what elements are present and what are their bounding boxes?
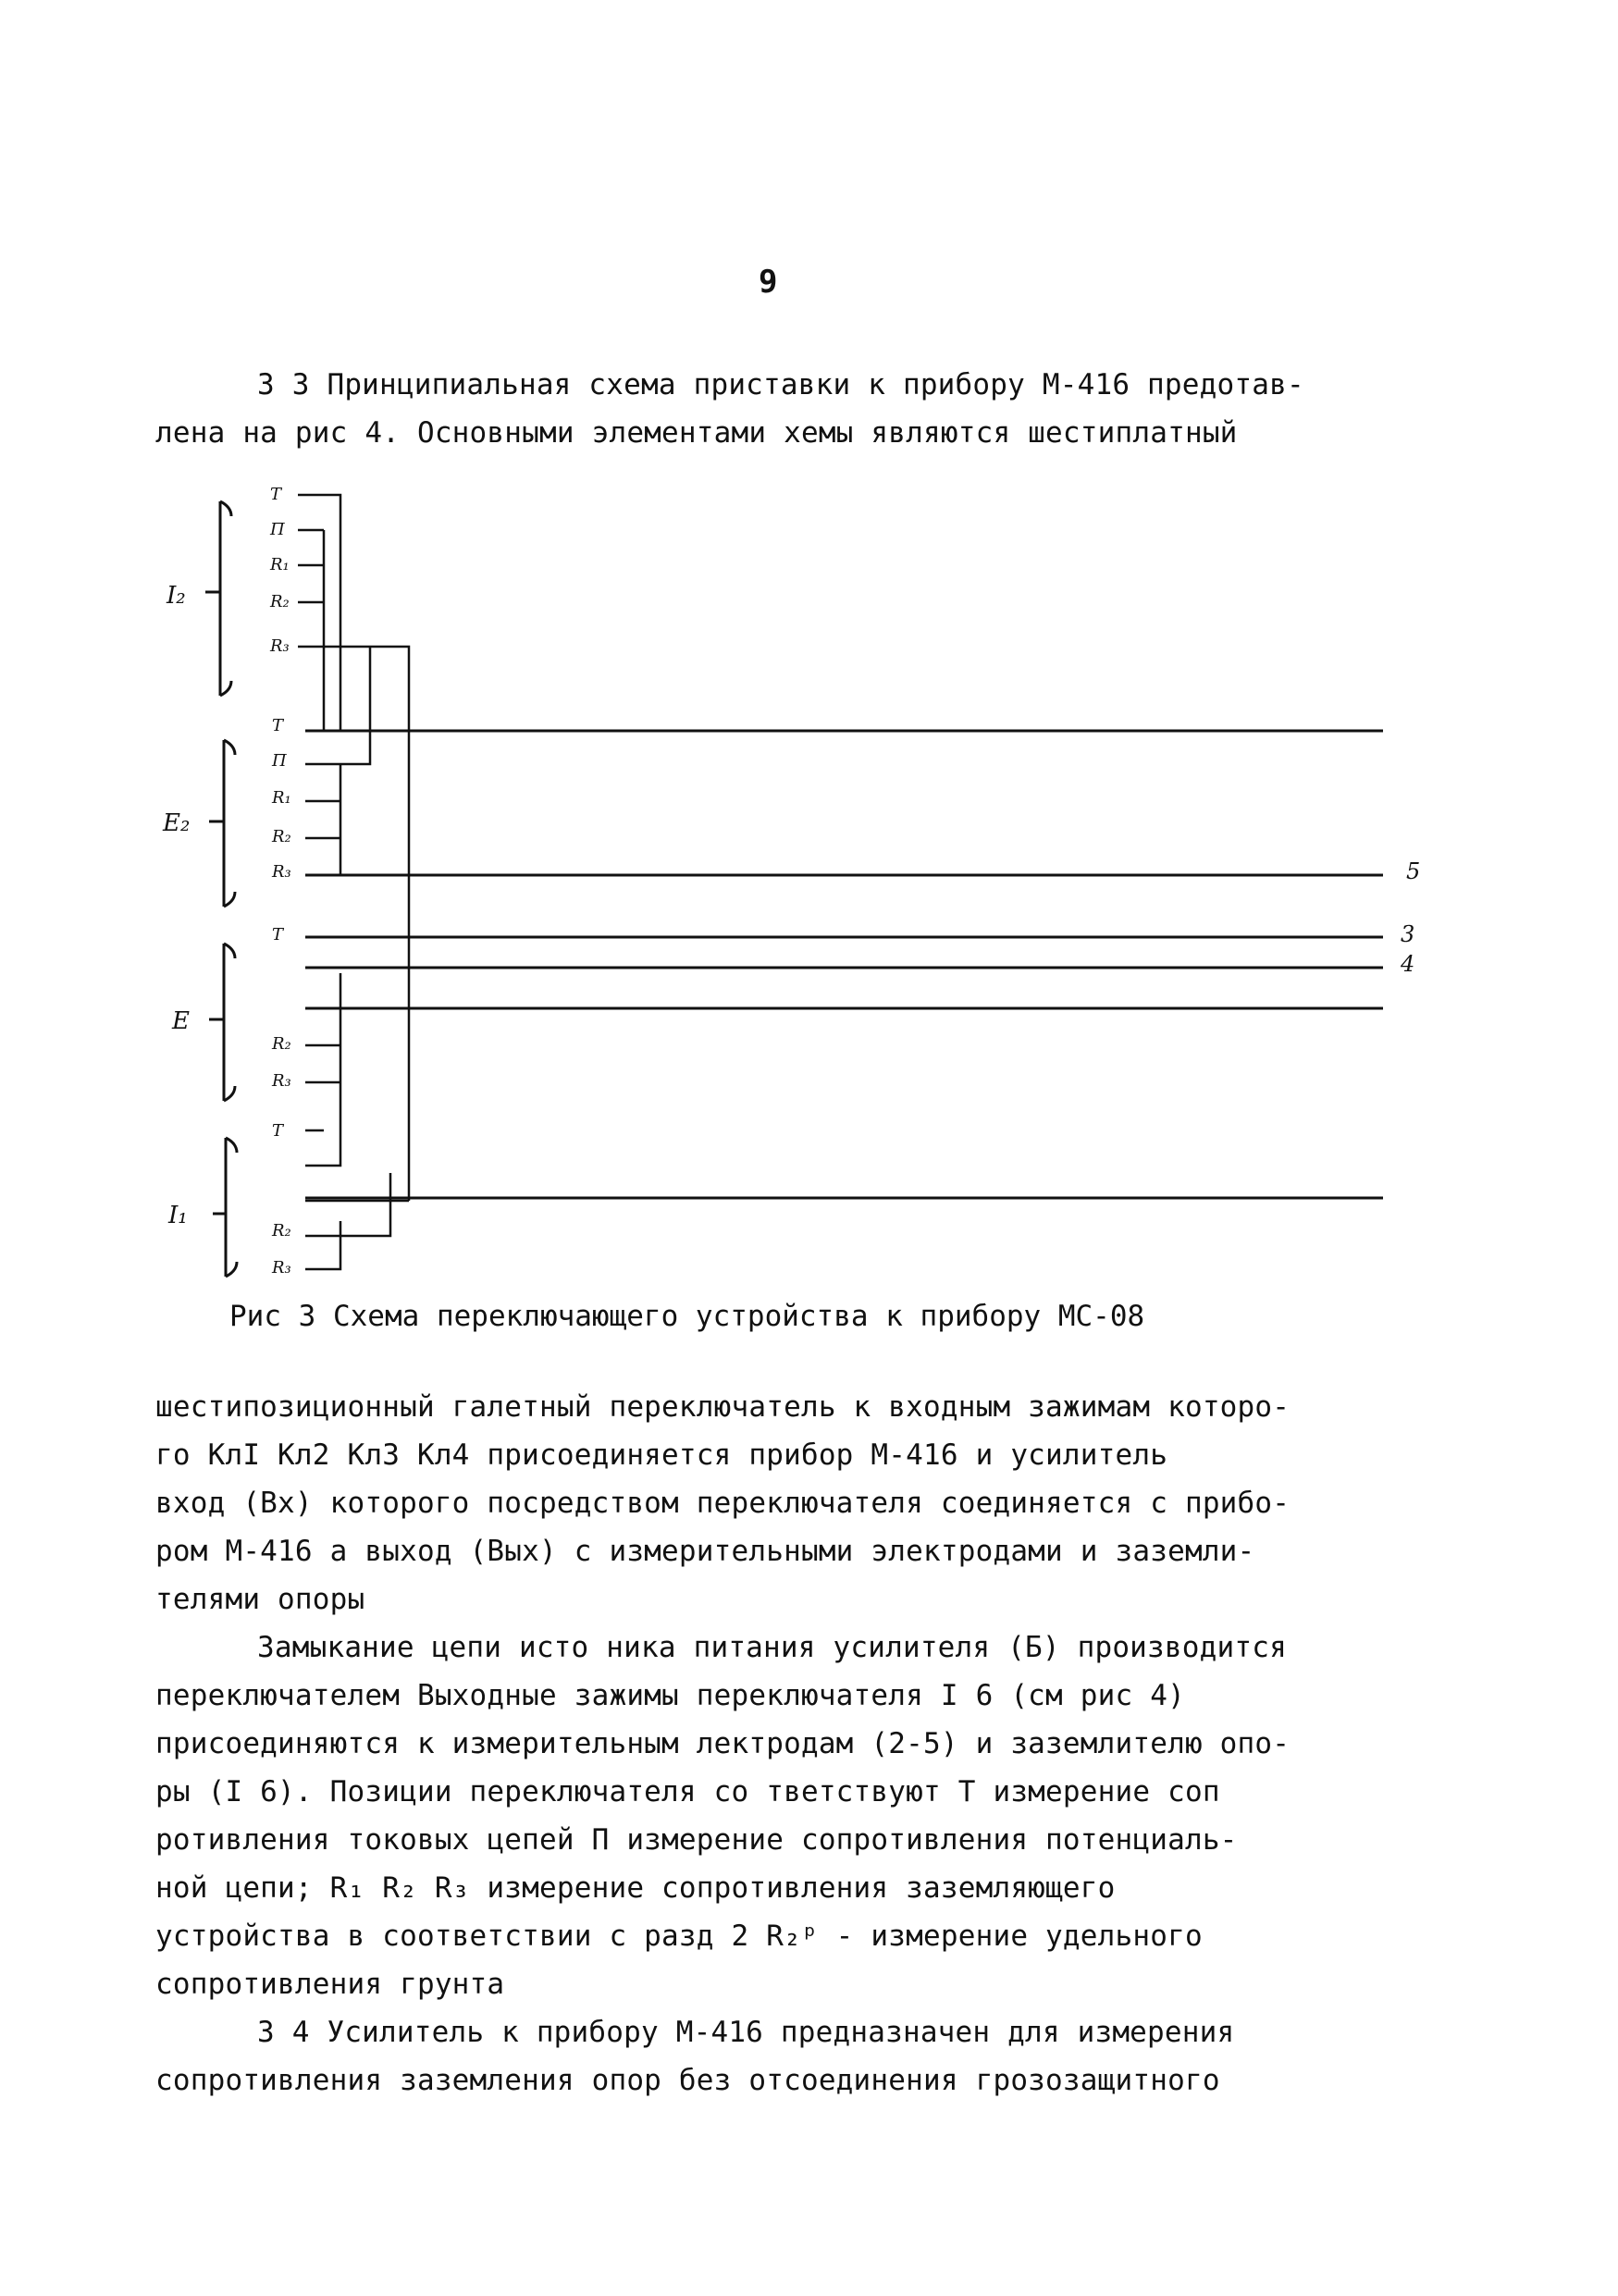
paragraph-closing-line-4: ры (I 6). Позиции переключателя со тветствуют Т измерение соп [155,1775,1220,1808]
terminal-label: R₃ [272,1071,291,1091]
paragraph-cont-line-4: ром М-416 а выход (Вых) с измерительными электродами и заземли- [155,1535,1255,1568]
terminal-label: T [270,485,282,504]
group-brace-e [209,944,235,1101]
figure-caption: Рис 3 Схема переключающего устройства к прибору МС-08 [229,1300,1145,1333]
terminal-label: R₃ [270,636,290,656]
paragraph-cont-line-1: шестипозиционный галетный переключатель к входным зажимам которо- [155,1390,1291,1424]
group-label-i1: I₁ [168,1202,188,1229]
paragraph-closing-line-8: сопротивления грунта [155,1968,505,2001]
group-label-e2: E₂ [163,809,191,837]
terminal-label: R₂ [272,1221,291,1241]
terminal-label: R₃ [272,862,291,882]
terminal-label: П [272,751,287,771]
group-label-i2: I₂ [167,582,186,610]
paragraph-3-3-line-1: 3 3 Принципиальная схема приставки к прибору М-416 предотав- [257,368,1304,401]
paragraph-cont-line-2: го КлI Кл2 Кл3 Кл4 присоединяется прибор М-416 и усилитель [155,1438,1168,1472]
paragraph-cont-line-3: вход (Вх) которого посредством переключателя соединяется с прибо- [155,1487,1291,1520]
terminal-label: T [272,716,284,735]
line-number-5: 5 [1406,858,1421,884]
paragraph-3-4-line-1: 3 4 Усилитель к прибору М-416 предназначен для измерения [257,2016,1235,2049]
terminal-label: R₂ [272,1034,291,1054]
terminal-label: R₃ [272,1258,291,1278]
group-brace-i1 [213,1138,237,1277]
paragraph-cont-line-5: телями опоры [155,1583,365,1616]
terminal-label: R₂ [270,592,290,611]
group-label-e: E [172,1007,190,1035]
paragraph-closing-line-2: переключателем Выходные зажимы переключателя I 6 (см рис 4) [155,1679,1185,1712]
terminal-label: T [272,1121,284,1141]
group-brace-e2 [209,740,235,907]
page-number: 9 [759,264,778,301]
terminal-label: R₁ [270,555,290,574]
paragraph-closing-line-5: ротивления токовых цепей П измерение сопротивления потенциаль- [155,1823,1238,1857]
paragraph-closing-line-6: ной цепи; R₁ R₂ R₃ измерение сопротивления заземляющего [155,1871,1116,1905]
terminal-label: T [272,925,284,944]
terminal-label: П [270,520,285,539]
paragraph-3-4-line-2: сопротивления заземления опор без отсоединения грозозащитного [155,2064,1220,2097]
group-brace-i2 [205,501,231,696]
paragraph-closing-line-7: устройства в соответствии с разд 2 R₂ᵖ - измерение удельного [155,1920,1203,1953]
line-number-4: 4 [1401,951,1415,977]
terminal-label: R₂ [272,827,291,846]
paragraph-3-3-line-2: лена на рис 4. Основными элементами хемы являются шестиплатный [155,416,1238,450]
terminal-label: R₁ [272,788,291,808]
line-number-3: 3 [1401,921,1415,947]
paragraph-closing-line-1: Замыкание цепи исто ника питания усилителя (Б) производится [257,1631,1287,1664]
paragraph-closing-line-3: присоединяются к измерительным лектродам (2-5) и заземлителю опо- [155,1727,1291,1760]
